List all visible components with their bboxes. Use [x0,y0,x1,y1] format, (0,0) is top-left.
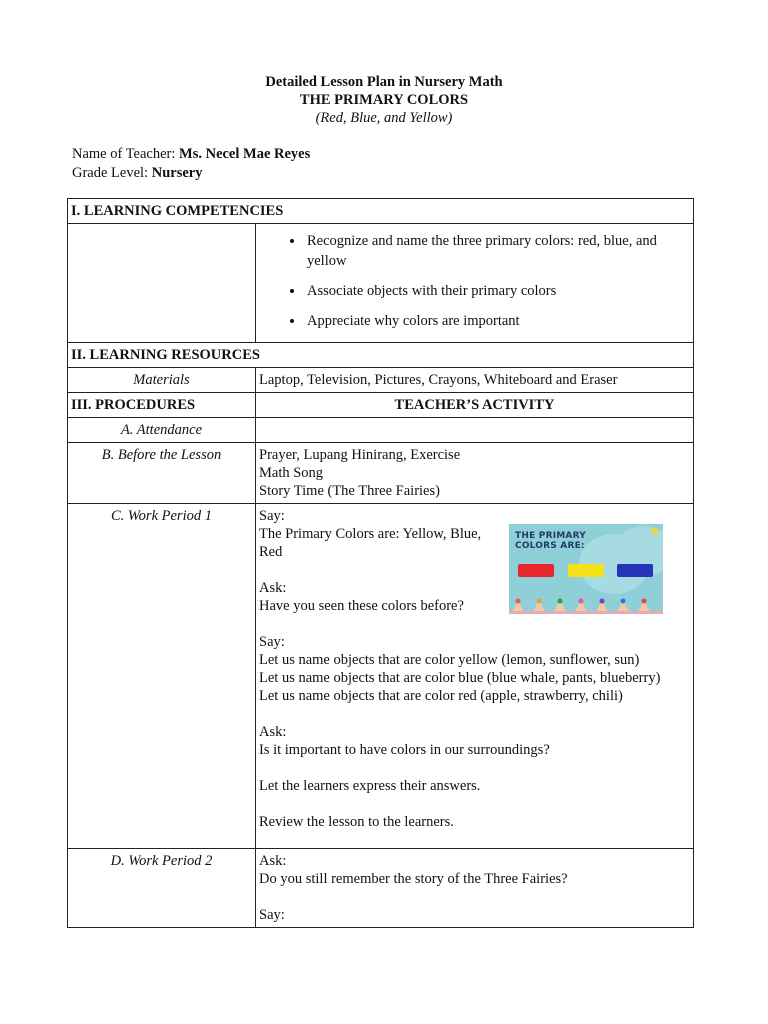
materials-row [68,368,694,393]
grade-line [72,164,310,183]
competencies-row [68,224,694,343]
list-item: • Recognize and name the three primary colors: red, blue, and yellow [305,231,690,271]
star-icon: ★ [648,525,662,540]
grade-value: Nursery [151,164,203,181]
materials-value: Laptop, Television, Pictures, Crayons, Whiteboard and Eraser [256,368,694,393]
blue-swatch [617,564,653,577]
attendance-row [68,418,694,443]
document-note: (Red, Blue, and Yellow) [315,110,453,126]
ask1-text: Have you seen these colors before? [259,598,464,614]
competencies-title: I. LEARNING COMPETENCIES [68,199,694,224]
teacher-label: Name of Teacher: [72,146,176,162]
document-header [0,73,768,127]
work-period-1-cell [256,504,694,849]
wp2-ask-text: Do you still remember the story of the Three Fairies? [259,871,568,887]
teacher-name: Ms. Necel Mae Reyes [179,146,311,162]
say1-label: Say: [259,508,285,524]
list-item: • Appreciate why colors are important [305,311,690,331]
before-lesson-row [68,443,694,504]
wp2-say-label: Say: [259,907,285,923]
ask1-label: Ask: [259,580,287,596]
procedures-header-row [68,393,694,418]
before-line: Story Time (The Three Fairies) [259,483,440,499]
say2-line: Let us name objects that are color yellow (lemon, sunflower, sun) [259,652,640,668]
attendance-label: A. Attendance [68,418,256,443]
say2-line: Let us name objects that are color blue (blue whale, pants, blueberry) [259,670,661,686]
attendance-cell [256,418,694,443]
work-period-1-label: C. Work Period 1 [68,504,256,849]
grade-label: Grade Level: [72,164,149,181]
teacher-line [72,145,310,164]
materials-label: Materials [68,368,256,393]
procedures-title: III. PROCEDURES [68,393,256,418]
work-period-2-row [68,849,694,928]
picture-caption-line: COLORS ARE: [515,541,585,551]
document-subtitle: THE PRIMARY COLORS [299,92,469,108]
before-lesson-cell [256,443,694,504]
review-text: Review the lesson to the learners. [259,814,454,830]
before-lesson-label: B. Before the Lesson [68,443,256,504]
ask2-label: Ask: [259,724,287,740]
resources-title: II. LEARNING RESOURCES [68,343,694,368]
list-item: • Associate objects with their primary colors [305,281,690,301]
wp2-ask-label: Ask: [259,853,287,869]
work-period-2-label: D. Work Period 2 [68,849,256,928]
yellow-swatch [568,564,604,577]
competencies-cell [256,224,694,343]
teacher-info [72,145,310,182]
express-text: Let the learners express their answers. [259,778,481,794]
resources-header-row [68,343,694,368]
work-period-1-row [68,504,694,849]
picture-caption-line: THE PRIMARY [515,531,586,541]
work-period-2-cell [256,849,694,928]
document-title: Detailed Lesson Plan in Nursery Math [265,74,503,90]
say1-text: The Primary Colors are: Yellow, Blue, Red [259,526,482,560]
teacher-activity-header: TEACHER’S ACTIVITY [256,393,694,418]
say2-line: Let us name objects that are color red (apple, strawberry, chili) [259,688,623,704]
picture-caption [515,531,586,551]
say2-label: Say: [259,634,285,650]
crayons-icon [509,596,663,614]
competencies-empty-cell [68,224,256,343]
primary-colors-picture [509,524,663,614]
red-swatch [518,564,554,577]
ask2-text: Is it important to have colors in our surroundings? [259,742,550,758]
before-line: Math Song [259,465,324,481]
say1-block [259,507,499,561]
before-line: Prayer, Lupang Hinirang, Exercise [259,447,461,463]
competencies-list [259,231,690,331]
competencies-header-row [68,199,694,224]
lesson-plan-table [67,198,694,928]
